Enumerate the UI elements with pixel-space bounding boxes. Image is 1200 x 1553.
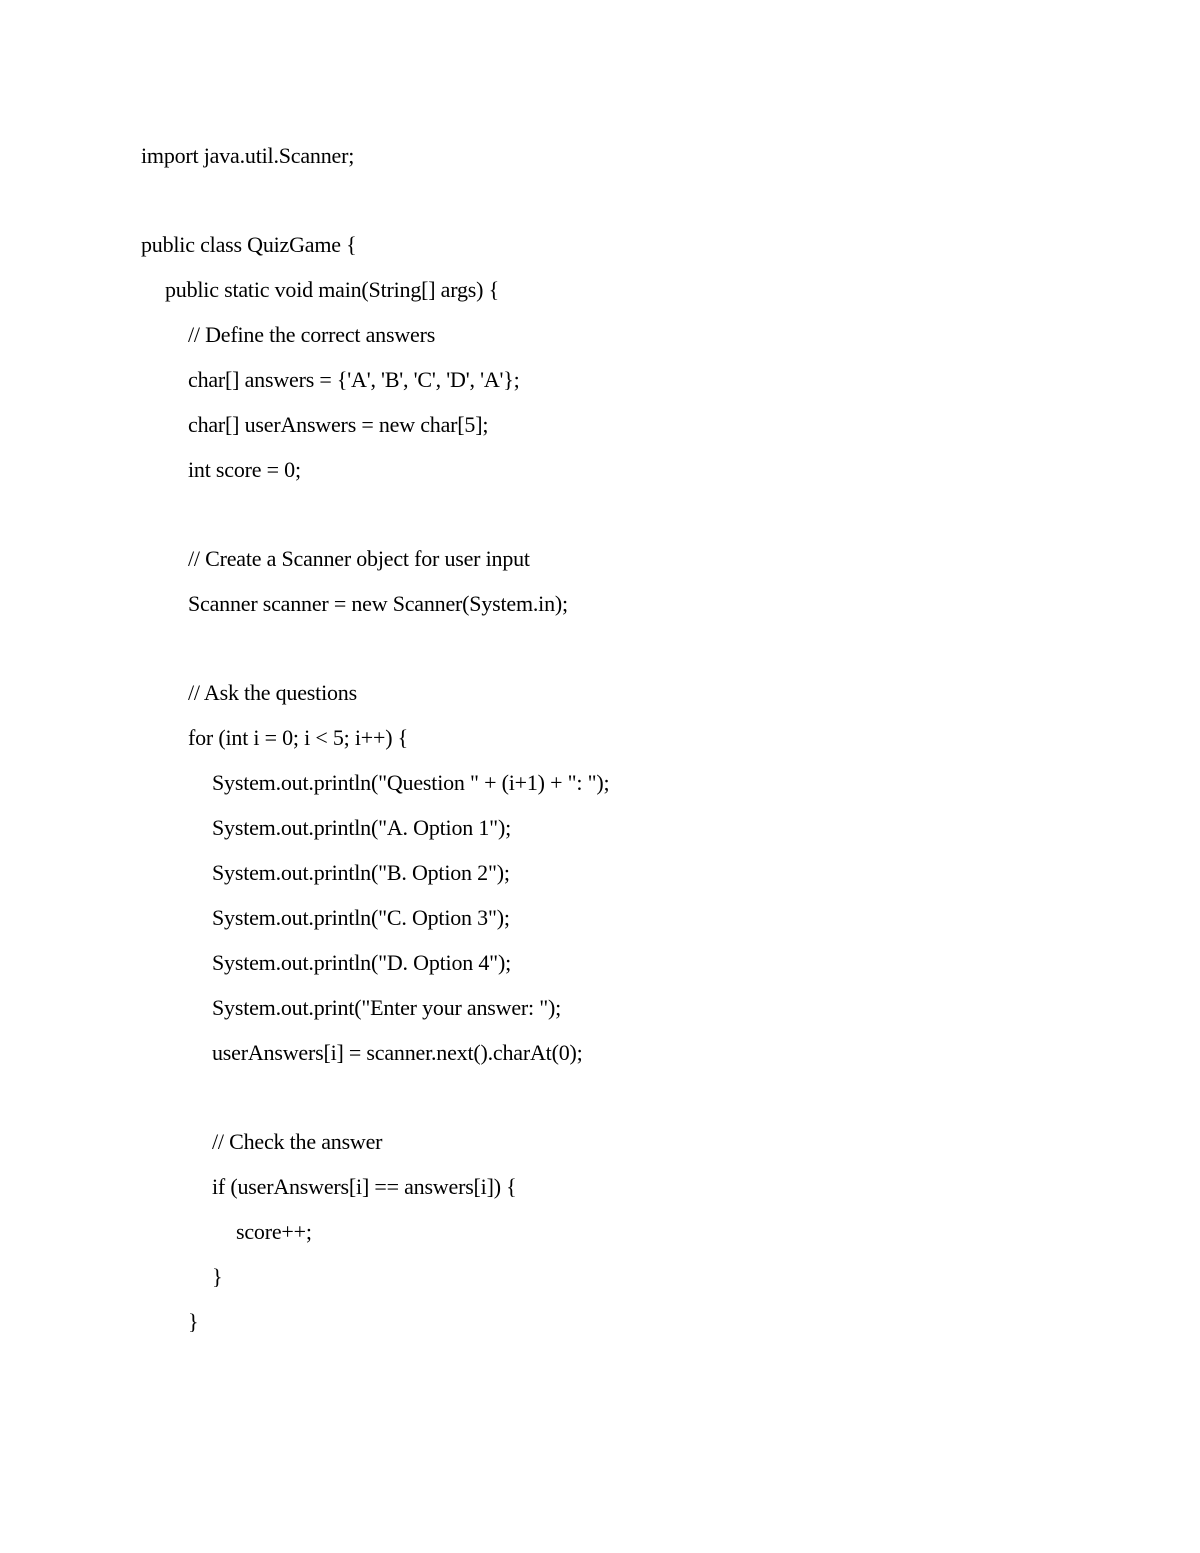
- code-line-read-answer: userAnswers[i] = scanner.next().charAt(0);: [212, 1040, 583, 1065]
- code-line-println: System.out.println("Question " + (i+1) + ": ");: [212, 770, 610, 795]
- code-line-import: import java.util.Scanner;: [141, 143, 355, 168]
- code-line-comment: // Check the answer: [212, 1129, 383, 1154]
- code-listing: [141, 141, 1141, 1352]
- code-line-comment: // Ask the questions: [188, 680, 357, 705]
- code-line-increment: score++;: [236, 1219, 312, 1244]
- code-line-if: if (userAnswers[i] == answers[i]) {: [212, 1174, 517, 1199]
- code-line-user-answers: char[] userAnswers = new char[5];: [188, 412, 489, 437]
- code-line-println: System.out.println("A. Option 1");: [212, 815, 511, 840]
- code-line-comment: // Define the correct answers: [188, 322, 436, 347]
- code-line-close-brace: }: [212, 1264, 223, 1289]
- code-line-println: System.out.println("B. Option 2");: [212, 860, 510, 885]
- code-line-println: System.out.println("C. Option 3");: [212, 905, 510, 930]
- code-line-blank: [141, 186, 1141, 230]
- code-line-class-decl: public class QuizGame {: [141, 232, 357, 257]
- code-line-answers: char[] answers = {'A', 'B', 'C', 'D', 'A'};: [188, 367, 520, 392]
- code-line-scanner: Scanner scanner = new Scanner(System.in);: [188, 591, 568, 616]
- code-line-print: System.out.print("Enter your answer: ");: [212, 995, 562, 1020]
- code-line-comment: // Create a Scanner object for user input: [188, 546, 530, 571]
- code-line-blank: [141, 500, 1141, 544]
- code-line-blank: [141, 1083, 1141, 1127]
- code-line-close-brace: }: [188, 1309, 199, 1334]
- code-line-main-decl: public static void main(String[] args) {: [165, 277, 499, 302]
- code-line-println: System.out.println("D. Option 4");: [212, 950, 511, 975]
- code-line-blank: [141, 634, 1141, 678]
- code-line-score: int score = 0;: [188, 457, 301, 482]
- code-line-for-loop: for (int i = 0; i < 5; i++) {: [188, 725, 408, 750]
